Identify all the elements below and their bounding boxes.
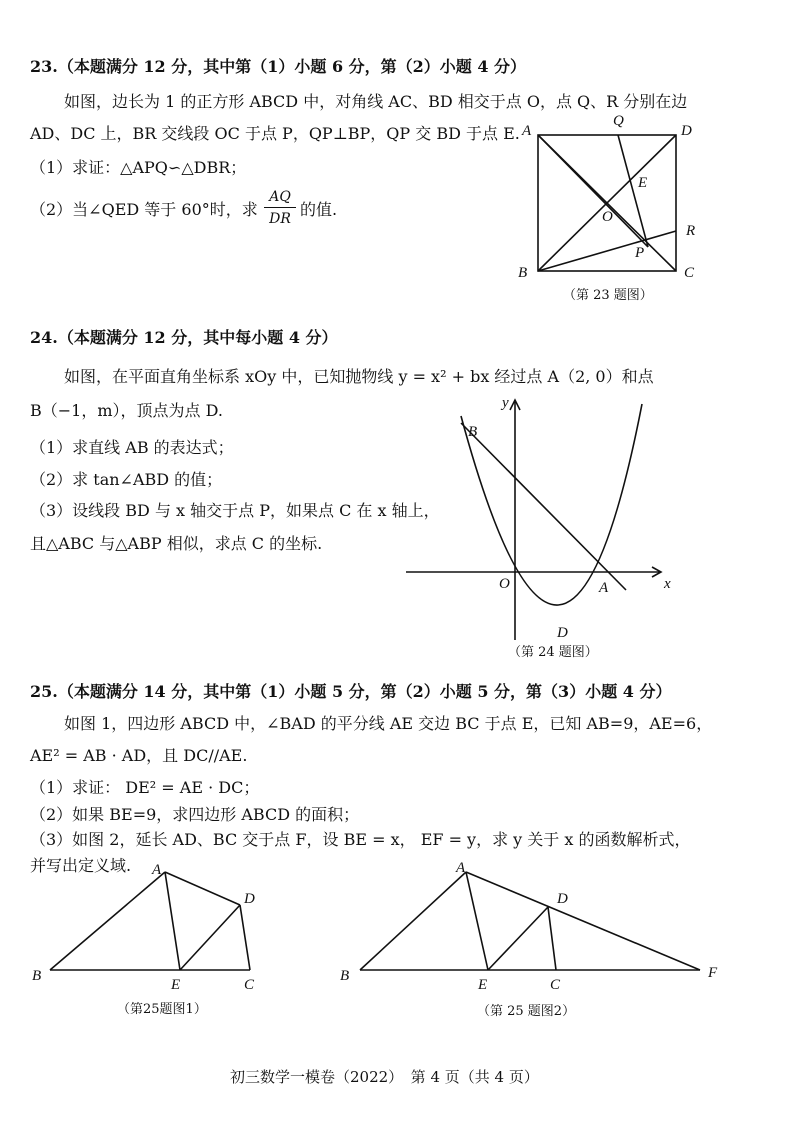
q25-fig1-label-a: A xyxy=(152,862,162,878)
q23-label-e: E xyxy=(638,175,648,191)
figure-25-2 xyxy=(360,872,700,970)
q23-line2: AD、DC 上，BR 交线段 OC 于点 P，QP⊥BP，QP 交 BD 于点 E. xyxy=(30,124,520,143)
q23-label-o: O xyxy=(602,209,613,225)
q23-caption: （第 23 题图） xyxy=(563,288,653,303)
parabola xyxy=(461,404,642,605)
q23-fraction-numerator: AQ xyxy=(269,189,291,205)
segment-ap xyxy=(538,135,648,247)
q25-line2: AE² = AB · AD，且 DC//AE. xyxy=(30,746,248,765)
segment-qp xyxy=(618,135,648,247)
q23-label-a: A xyxy=(522,123,532,139)
seg-ab xyxy=(360,872,466,970)
q23-label-q: Q xyxy=(613,113,624,129)
q25-part2: （2）如果 BE=9，求四边形 ABCD 的面积； xyxy=(30,805,360,824)
q24-line1: 如图，在平面直角坐标系 xOy 中，已知抛物线 y = x² + bx 经过点 A（2, 0）和点 xyxy=(64,367,654,386)
figure-25-1 xyxy=(50,872,250,970)
q25-fig2-label-d: D xyxy=(557,891,568,907)
q23-label-d: D xyxy=(681,123,692,139)
q23-part1: （1）求证：△APQ∽△DBR； xyxy=(30,158,247,177)
seg-de xyxy=(180,905,240,970)
q23-label-r: R xyxy=(686,223,696,239)
q25-part3: （3）如图 2，延长 AD、BC 交于点 F，设 BE = x， EF = y，求 y 关于 x 的函数解析式， xyxy=(30,830,691,849)
q25-fig2-caption: （第 25 题图2） xyxy=(477,1004,576,1019)
q25-fig2-label-e: E xyxy=(478,977,488,993)
figure-24 xyxy=(406,400,661,640)
q25-fig1-label-c: C xyxy=(244,977,255,993)
q24-label-b: B xyxy=(468,424,478,440)
q24-part3b: 且△ABC 与△ABP 相似，求点 C 的坐标. xyxy=(30,534,323,553)
q25-part3b: 并写出定义域. xyxy=(30,856,132,875)
seg-de xyxy=(488,907,548,970)
q24-label-o: O xyxy=(499,576,510,592)
seg-ae xyxy=(466,872,488,970)
page-footer: 初三数学一模卷（2022） 第 4 页（共 4 页） xyxy=(230,1068,539,1086)
figure-23 xyxy=(538,135,676,271)
q25-header: 25.（本题满分 14 分，其中第（1）小题 5 分，第（2）小题 5 分，第（3）小题 4 分） xyxy=(30,682,672,701)
q25-fig2-label-c: C xyxy=(550,977,561,993)
q25-fig2-label-f: F xyxy=(708,965,718,981)
q24-label-y: y xyxy=(502,395,509,411)
q24-header: 24.（本题满分 12 分，其中每小题 4 分） xyxy=(30,328,338,347)
q24-label-x: x xyxy=(664,576,671,592)
q23-fraction-denominator: DR xyxy=(269,211,291,227)
q24-caption: （第 24 题图） xyxy=(508,645,598,660)
seg-ad xyxy=(165,872,240,905)
q24-label-d: D xyxy=(557,625,568,641)
seg-dc xyxy=(548,907,556,970)
q23-part2a: （2）当∠QED 等于 60°时，求 xyxy=(30,200,258,219)
q25-fig2-label-b: B xyxy=(340,968,350,984)
q23-label-c: C xyxy=(684,265,695,281)
q25-fig1-label-d: D xyxy=(244,891,255,907)
q23-label-p: P xyxy=(635,245,645,261)
q25-line1: 如图 1，四边形 ABCD 中，∠BAD 的平分线 AE 交边 BC 于点 E，已知 AB=9，AE=6， xyxy=(64,714,713,733)
q25-part1: （1）求证： DE² = AE · DC； xyxy=(30,778,260,797)
line-ab xyxy=(461,423,626,590)
q25-fig1-caption: （第25题图1） xyxy=(117,1002,207,1017)
q25-fig2-label-a: A xyxy=(456,860,466,876)
q25-fig1-label-e: E xyxy=(171,977,181,993)
seg-ab xyxy=(50,872,165,970)
q24-part1: （1）求直线 AB 的表达式； xyxy=(30,438,234,457)
q24-part2: （2）求 tan∠ABD 的值； xyxy=(30,470,223,489)
q24-line2: B（−1，m），顶点为点 D. xyxy=(30,401,223,420)
seg-dc xyxy=(240,905,250,970)
q24-part3a: （3）设线段 BD 与 x 轴交于点 P，如果点 C 在 x 轴上， xyxy=(30,501,440,520)
q23-header: 23.（本题满分 12 分，其中第（1）小题 6 分，第（2）小题 4 分） xyxy=(30,57,527,76)
q23-fraction-bar xyxy=(264,207,296,208)
q23-part2b: 的值. xyxy=(300,200,338,219)
q25-fig1-label-b: B xyxy=(32,968,42,984)
q23-label-b: B xyxy=(518,265,528,281)
q23-line1: 如图，边长为 1 的正方形 ABCD 中，对角线 AC、BD 相交于点 O，点 Q、R 分别在边 xyxy=(64,92,688,111)
q24-label-a: A xyxy=(599,580,609,596)
seg-ae xyxy=(165,872,180,970)
